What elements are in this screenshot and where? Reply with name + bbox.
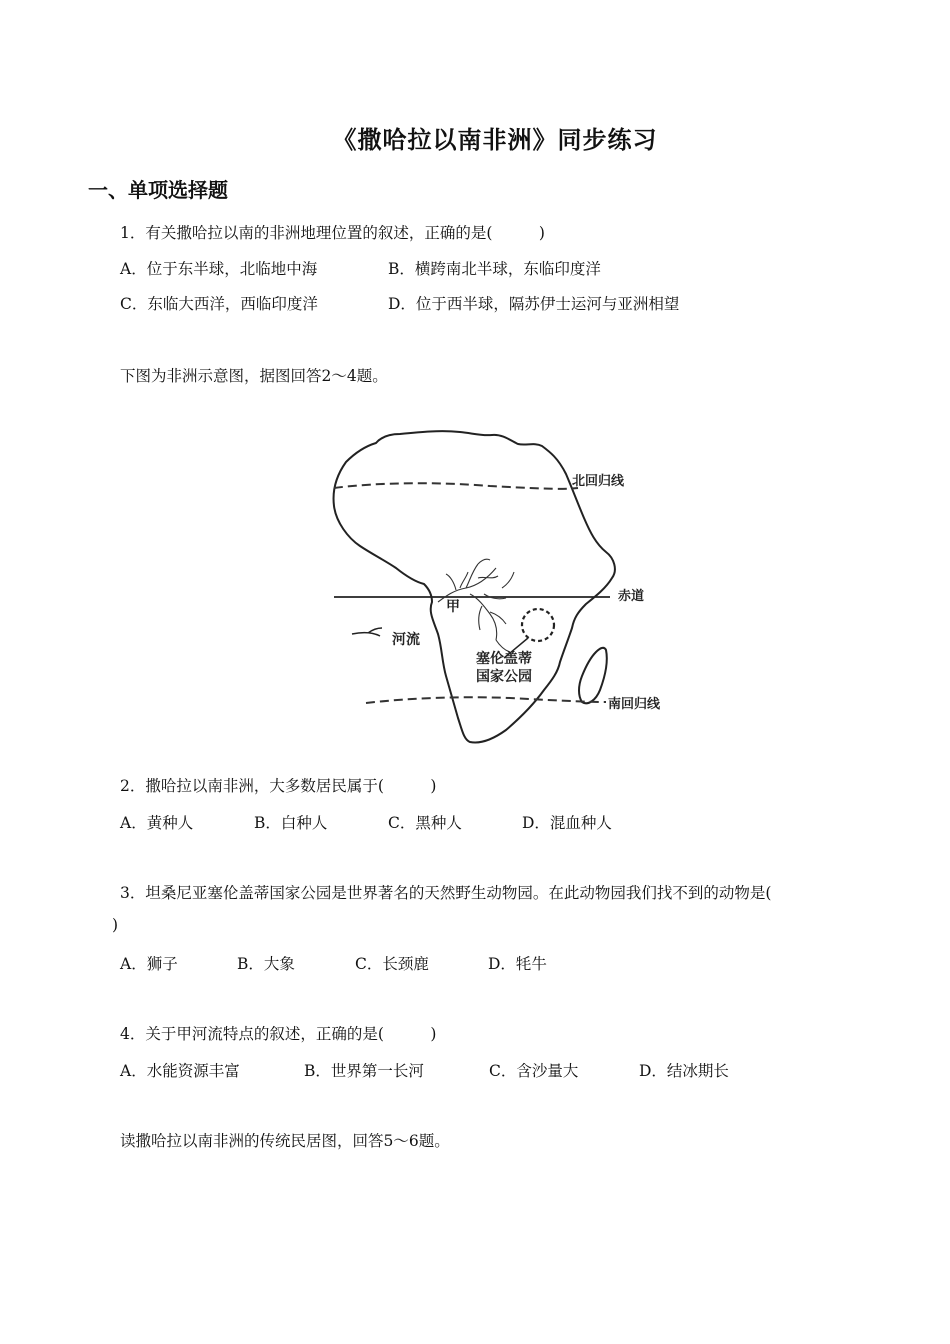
page-title: 《撒哈拉以南非洲》同步练习 — [332, 126, 658, 154]
question-2-stem: 2．撒哈拉以南非洲，大多数居民属于( ) — [120, 777, 437, 795]
question-2-option-c: C．黑种人 — [388, 814, 462, 832]
question-4-option-d: D．结冰期长 — [639, 1062, 729, 1080]
question-1-option-a: A．位于东半球，北临地中海 — [120, 260, 318, 278]
serengeti-park-circle — [522, 609, 554, 641]
question-3-option-a: A．狮子 — [120, 955, 178, 973]
equator-label: 赤道 — [618, 589, 645, 604]
question-1-option-d: D．位于西半球，隔苏伊士运河与亚洲相望 — [388, 295, 680, 313]
dwelling-intro-text: 读撒哈拉以南非洲的传统民居图，回答5～6题。 — [120, 1132, 450, 1150]
question-4-option-a: A．水能资源丰富 — [120, 1062, 240, 1080]
question-3-option-c: C．长颈鹿 — [355, 955, 429, 973]
section-heading: 一、单项选择题 — [88, 178, 228, 202]
tropic-of-capricorn-line — [366, 697, 606, 703]
park-label-line2: 国家公园 — [476, 669, 532, 685]
tropic-of-cancer-line — [334, 483, 578, 489]
map-intro-text: 下图为非洲示意图，据图回答2～4题。 — [120, 367, 388, 385]
question-1-stem: 1．有关撒哈拉以南的非洲地理位置的叙述，正确的是( ) — [120, 224, 545, 242]
question-1-option-b: B．横跨南北半球，东临印度洋 — [388, 260, 601, 278]
tropic-of-cancer-label: 北回归线 — [572, 474, 625, 489]
question-3-option-b: B．大象 — [237, 955, 295, 973]
river-jia-label: 甲 — [446, 599, 460, 615]
question-4-option-b: B．世界第一长河 — [304, 1062, 424, 1080]
park-label-line1: 塞伦盖蒂 — [476, 651, 532, 667]
question-3-option-d: D．牦牛 — [488, 955, 547, 973]
tropic-of-capricorn-label: 南回归线 — [608, 697, 661, 712]
question-2-option-b: B．白种人 — [254, 814, 328, 832]
question-1-option-c: C．东临大西洋，西临印度洋 — [120, 295, 318, 313]
question-2-option-d: D．混血种人 — [522, 814, 612, 832]
question-3-stem: 3．坦桑尼亚塞伦盖蒂国家公园是世界著名的天然野生动物园。在此动物园我们找不到的动物是( — [120, 884, 772, 902]
question-2-option-a: A．黄种人 — [120, 814, 194, 832]
question-4-stem: 4．关于甲河流特点的叙述，正确的是( ) — [120, 1025, 437, 1043]
question-4-option-c: C．含沙量大 — [489, 1062, 579, 1080]
madagascar-outline — [579, 648, 607, 703]
africa-map — [320, 418, 680, 753]
question-3-stem-continued: ) — [112, 916, 119, 934]
river-legend-symbol — [352, 628, 382, 636]
river-legend-label: 河流 — [392, 632, 420, 648]
